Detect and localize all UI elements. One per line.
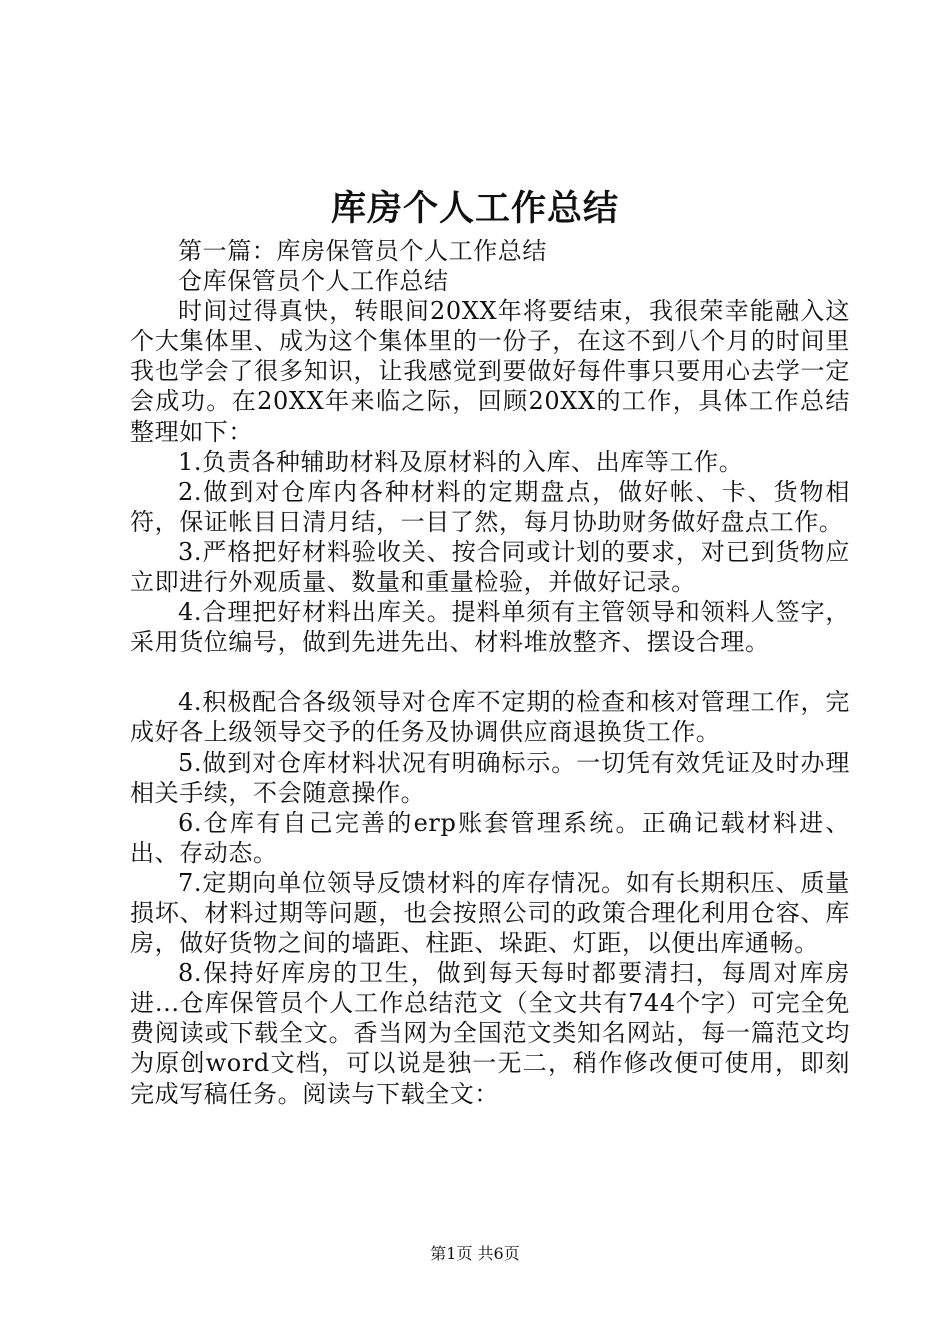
section-heading: 第一篇：库房保管员个人工作总结 xyxy=(178,237,547,265)
list-item: 4.积极配合各级领导对仓库不定期的检查和核对管理工作，完成好各上级领导交予的任务及协调供应商退换货工作。 xyxy=(130,688,850,747)
intro-paragraph: 时间过得真快，转眼间20XX年将要结束，我很荣幸能融入这个大集体里、成为这个集体里的一份子，在这不到八个月的时间里我也学会了很多知识，让我感觉到要做好每件事只要用心去学一定会成功。在20XX年来临之际，回顾20XX的工作，具体工作总结整理如下： xyxy=(130,297,850,446)
list-item: 8.保持好库房的卫生，做到每天每时都要清扫，每周对库房进...仓库保管员个人工作总结范文（全文共有744个字）可完全免费阅读或下载全文。香当网为全国范文类知名网站，每一篇范文均为原创word文档，可以说是独一无二，稍作修改便可使用，即刻完成写稿任务。阅读与下载全文： xyxy=(130,959,850,1108)
list-item: 5.做到对仓库材料状况有明确标示。一切凭有效凭证及时办理相关手续，不会随意操作。 xyxy=(130,748,850,807)
list-item: 2.做到对仓库内各种材料的定期盘点，做好帐、卡、货物相符，保证帐目日清月结，一目了然，每月协助财务做好盘点工作。 xyxy=(130,477,850,536)
paragraph-spacer xyxy=(130,657,850,687)
list-item: 7.定期向单位领导反馈材料的库存情况。如有长期积压、质量损坏、材料过期等问题，也会按照公司的政策合理化利用仓容、库房，做好货物之间的墙距、柱距、垛距、灯距，以便出库通畅。 xyxy=(130,868,850,958)
subsection-heading: 仓库保管员个人工作总结 xyxy=(178,267,449,296)
document-title: 库房个人工作总结 xyxy=(330,189,619,229)
document-body xyxy=(130,236,850,1109)
list-item: 6.仓库有自己完善的erp账套管理系统。正确记载材料进、出、存动态。 xyxy=(130,808,850,867)
list-item: 4.合理把好材料出库关。提料单须有主管领导和领料人签字，采用货位编号，做到先进先出、材料堆放整齐、摆设合理。 xyxy=(130,598,850,657)
list-item: 1.负责各种辅助材料及原材料的入库、出库等工作。 xyxy=(178,447,744,476)
list-item: 3.严格把好材料验收关、按合同或计划的要求，对已到货物应立即进行外观质量、数量和重量检验，并做好记录。 xyxy=(130,537,850,597)
page-footer: 第1页 共6页 xyxy=(430,1244,520,1263)
